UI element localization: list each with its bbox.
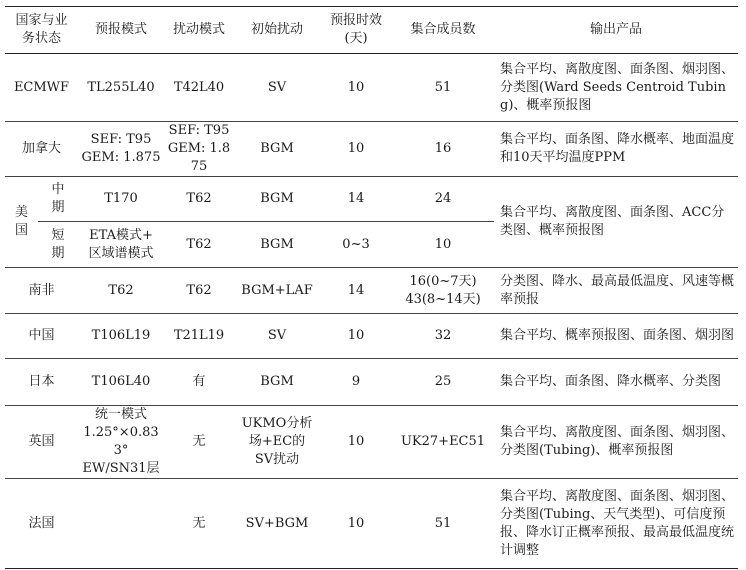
cell-model xyxy=(78,406,164,479)
cell-perturb: T42L40 xyxy=(173,79,225,95)
cell-model-line1: ETA模式+ xyxy=(89,227,153,243)
cell-model-line1: SEF: T95 xyxy=(90,132,152,147)
cell-country: ECMWF xyxy=(13,79,70,95)
cell-init xyxy=(234,406,320,479)
cell-status-line1: 短 xyxy=(51,227,65,243)
cell-perturb: T62 xyxy=(186,191,212,206)
cell-init: BGM xyxy=(260,191,294,206)
cell-members: 51 xyxy=(434,515,452,531)
cell-products: 集合平均、面条图、降水概率、分类图 xyxy=(500,374,722,389)
cell-model: TL255L40 xyxy=(87,79,155,95)
cell-products: 集合平均、离散度图、面条图、烟羽图、分类图(Tubing)、概率预报图 xyxy=(500,425,735,458)
cell-members: 16 xyxy=(434,141,452,156)
header-lead-line2: (天) xyxy=(344,31,368,46)
cell-perturb: T21L19 xyxy=(173,328,225,343)
cell-model: T106L40 xyxy=(91,374,151,389)
cell-country-usa-line2: 国 xyxy=(14,223,28,238)
cell-init: SV xyxy=(267,79,287,95)
cell-lead: 10 xyxy=(347,79,365,95)
cell-country: 日本 xyxy=(28,374,55,389)
cell-products: 集合平均、概率预报图、面条图、烟羽图 xyxy=(500,328,735,343)
header-country-line1: 国家与业 xyxy=(15,13,68,28)
cell-members-line2: 43(8~14天) xyxy=(405,291,481,307)
table-row-canada xyxy=(5,122,738,177)
header-country-line2: 务状态 xyxy=(22,31,62,46)
cell-products: 集合平均、离散度图、面条图、ACC分类图、概率预报图 xyxy=(500,205,725,238)
table-row-south-africa xyxy=(5,268,738,314)
table-row-uk xyxy=(5,406,738,479)
cell-members: 32 xyxy=(434,328,452,343)
cell-init-line2: 场+EC的 xyxy=(248,434,306,449)
header-perturb-mode: 扰动模式 xyxy=(173,22,226,37)
cell-products: 集合平均、离散度图、面条图、烟羽图、分类图(Tubing、天气类型)、可信度预报、降水订正概率预报、最高最低温度统计调整 xyxy=(500,488,735,558)
cell-status xyxy=(38,177,78,222)
cell-init-line1: UKMO分析 xyxy=(241,416,313,431)
cell-members xyxy=(392,268,494,314)
header-country xyxy=(5,7,78,54)
cell-members: 10 xyxy=(434,236,452,252)
cell-country: 法国 xyxy=(28,515,55,531)
cell-members-line1: 16(0~7天) xyxy=(409,273,477,289)
cell-model xyxy=(78,222,164,268)
table-row-usa-medium xyxy=(5,177,738,222)
cell-status xyxy=(38,222,78,268)
cell-products: 分类图、降水、最高最低温度、风速等概率预报 xyxy=(500,273,735,307)
ensemble-systems-table xyxy=(5,6,738,569)
cell-status-line2: 期 xyxy=(51,245,65,261)
cell-model: T170 xyxy=(104,191,138,206)
table-row-japan xyxy=(5,359,738,406)
cell-init: BGM+LAF xyxy=(241,282,313,298)
cell-perturb: T62 xyxy=(186,236,212,252)
cell-country: 南非 xyxy=(28,282,55,298)
cell-model-line3: EW/SN31层 xyxy=(82,461,160,476)
table-row-china xyxy=(5,314,738,359)
cell-lead: 10 xyxy=(347,434,365,449)
cell-perturb: 无 xyxy=(192,434,206,449)
cell-status-line2: 期 xyxy=(51,200,65,215)
header-initial-perturb: 初始扰动 xyxy=(251,22,304,37)
cell-model-line2: 区域谱模式 xyxy=(88,245,154,261)
cell-country: 加拿大 xyxy=(22,141,62,156)
cell-lead: 14 xyxy=(347,191,365,206)
cell-init: SV+BGM xyxy=(245,515,309,531)
cell-model-line2: GEM: 1.875 xyxy=(81,150,161,165)
cell-lead: 0~3 xyxy=(342,236,370,252)
cell-init: BGM xyxy=(260,374,294,389)
cell-products: 集合平均、离散度图、面条图、烟羽图、分类图(Ward Seeds Centroid Tubing)、概率预报图 xyxy=(500,61,735,113)
cell-init: BGM xyxy=(260,236,294,252)
cell-model xyxy=(78,479,164,569)
cell-perturb xyxy=(164,122,234,177)
cell-perturb-line2: GEM: 1.875 xyxy=(167,141,231,174)
cell-model-line2: 1.25°×0.833° xyxy=(83,425,159,458)
cell-lead: 14 xyxy=(347,282,365,298)
cell-lead: 10 xyxy=(347,515,365,531)
cell-members: UK27+EC51 xyxy=(400,434,486,449)
cell-model: T106L19 xyxy=(91,328,151,343)
cell-products: 集合平均、面条图、降水概率、地面温度和10天平均温度PPM xyxy=(500,132,735,165)
cell-perturb: 有 xyxy=(192,374,206,389)
cell-perturb-line1: SEF: T95 xyxy=(168,123,230,138)
header-model: 预报模式 xyxy=(95,22,148,37)
header-products: 输出产品 xyxy=(590,22,643,37)
cell-model: T62 xyxy=(108,282,134,298)
cell-perturb: 无 xyxy=(192,515,206,531)
cell-init-line3: SV扰动 xyxy=(254,452,300,467)
cell-country-usa xyxy=(5,177,38,268)
cell-members: 24 xyxy=(434,191,452,206)
cell-model-line1: 统一模式 xyxy=(95,407,148,422)
table-row-ecmwf xyxy=(5,54,738,122)
cell-country: 中国 xyxy=(28,328,55,343)
header-members: 集合成员数 xyxy=(410,22,476,37)
cell-model xyxy=(78,122,164,177)
cell-perturb: T62 xyxy=(186,282,212,298)
cell-lead: 9 xyxy=(351,374,361,389)
cell-country-usa-line1: 美 xyxy=(14,205,28,220)
cell-init: SV xyxy=(267,328,287,343)
cell-country: 英国 xyxy=(28,434,55,449)
cell-members: 25 xyxy=(434,374,452,389)
cell-lead: 10 xyxy=(347,328,365,343)
cell-lead: 10 xyxy=(347,141,365,156)
header-lead-time xyxy=(320,7,392,54)
cell-members: 51 xyxy=(434,79,452,95)
table-row-france xyxy=(5,479,738,569)
cell-status-line1: 中 xyxy=(51,182,65,197)
cell-init: BGM xyxy=(260,141,294,156)
header-lead-line1: 预报时效 xyxy=(330,13,383,28)
header-row xyxy=(5,7,738,54)
